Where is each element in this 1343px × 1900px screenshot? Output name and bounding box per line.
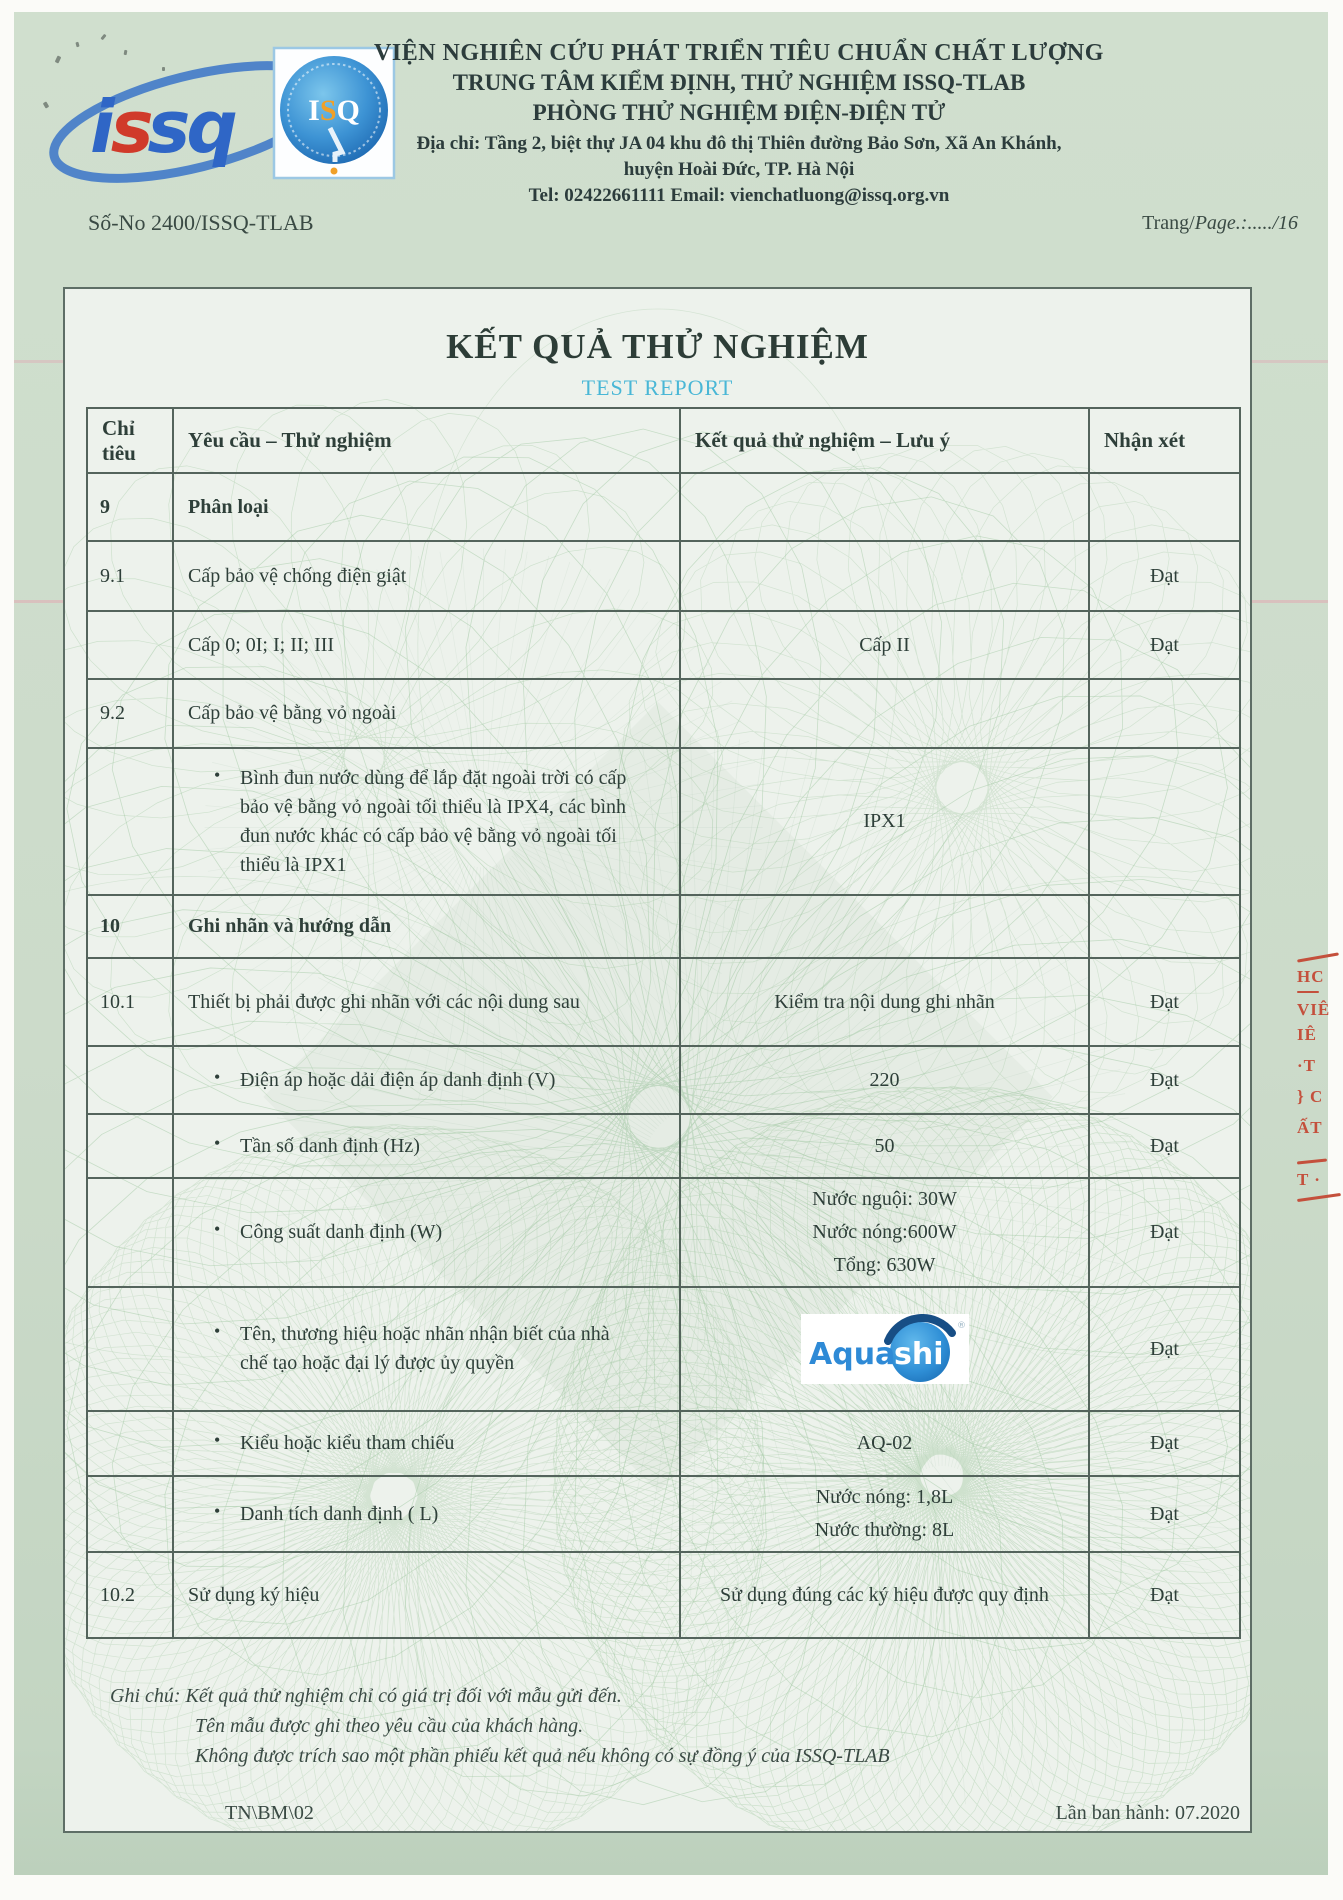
row-id xyxy=(87,1178,173,1287)
svg-text:Aqua: Aqua xyxy=(808,1337,895,1372)
result-cell: 220 xyxy=(680,1046,1089,1114)
table-row xyxy=(87,958,1240,1046)
table-row xyxy=(87,895,1240,958)
row-id xyxy=(87,1287,173,1411)
remark-cell: Đạt xyxy=(1089,541,1240,611)
table-row xyxy=(87,473,1240,541)
remark-cell xyxy=(1089,679,1240,748)
remark-cell: Đạt xyxy=(1089,1552,1240,1638)
table-row xyxy=(87,1287,1240,1411)
registered-mark: ® xyxy=(956,1321,966,1331)
result-cell: Sử dụng đúng các ký hiệu được quy định xyxy=(680,1552,1089,1638)
bullet-icon: • xyxy=(214,764,221,785)
table-row xyxy=(87,1178,1240,1287)
requirement-cell: Sử dụng ký hiệu xyxy=(173,1552,680,1638)
requirement-cell: • Công suất danh định (W) xyxy=(173,1178,680,1287)
requirement-cell: Cấp bảo vệ chống điện giật xyxy=(173,541,680,611)
remark-cell: Đạt xyxy=(1089,1411,1240,1476)
table-row xyxy=(87,541,1240,611)
col-header-chi-tieu: Chỉ tiêu xyxy=(87,408,173,473)
svg-text:shi: shi xyxy=(893,1337,943,1372)
row-id: 10.1 xyxy=(87,958,173,1046)
col-header-nhan-xet: Nhận xét xyxy=(1089,408,1240,473)
issq-wordmark: issq xyxy=(90,85,238,169)
org-name-line2: TRUNG TÂM KIỂM ĐỊNH, THỬ NGHIỆM ISSQ-TLAB xyxy=(452,70,1026,95)
org-contact: Tel: 02422661111 Email: vienchatluong@issq.org.vn xyxy=(528,185,950,206)
aquashi-brand-logo xyxy=(801,1314,969,1384)
requirement-cell: Cấp bảo vệ bằng vỏ ngoài xyxy=(173,679,680,748)
row-id xyxy=(87,1114,173,1178)
col-header-yeu-cau: Yêu cầu – Thử nghiệm xyxy=(173,408,680,473)
row-id xyxy=(87,1476,173,1552)
remark-cell: Đạt xyxy=(1089,1046,1240,1114)
report-subtitle: TEST REPORT xyxy=(581,375,734,400)
result-cell xyxy=(680,895,1089,958)
document-number: Số-No 2400/ISSQ-TLAB xyxy=(88,210,314,235)
note-line1: Ghi chú: Kết quả thử nghiệm chỉ có giá trị đối với mẫu gửi đến. xyxy=(110,1685,622,1707)
org-name-line3: PHÒNG THỬ NGHIỆM ĐIỆN-ĐIỆN TỬ xyxy=(532,100,946,125)
remark-cell: Đạt xyxy=(1089,1287,1240,1411)
result-cell xyxy=(680,679,1089,748)
remark-cell: Đạt xyxy=(1089,1476,1240,1552)
table-row xyxy=(87,748,1240,895)
requirement-cell: • Tên, thương hiệu hoặc nhãn nhận biết của nhà chế tạo hoặc đại lý được ủy quyền xyxy=(173,1287,680,1411)
remark-cell: Đạt xyxy=(1089,611,1240,679)
org-address-line2: huyện Hoài Đức, TP. Hà Nội xyxy=(623,159,855,180)
row-id xyxy=(87,748,173,895)
org-name-line1: VIỆN NGHIÊN CỨU PHÁT TRIỂN TIÊU CHUẨN CHẤT LƯỢNG xyxy=(374,40,1104,66)
requirement-cell: • Tần số danh định (Hz) xyxy=(173,1114,680,1178)
report-title: KẾT QUẢ THỬ NGHIỆM xyxy=(446,327,869,366)
row-id xyxy=(87,1411,173,1476)
result-cell: AQ-02 xyxy=(680,1411,1089,1476)
result-cell: Cấp II xyxy=(680,611,1089,679)
note-line3: Không được trích sao một phần phiếu kết quả nếu không có sự đồng ý của ISSQ-TLAB xyxy=(195,1745,890,1767)
requirement-cell: • Điện áp hoặc dải điện áp danh định (V) xyxy=(173,1046,680,1114)
org-address-line1: Địa chỉ: Tầng 2, biệt thự JA 04 khu đô thị Thiên đường Bảo Sơn, Xã An Khánh, xyxy=(416,133,1062,154)
table-row xyxy=(87,1476,1240,1552)
table-row xyxy=(87,1046,1240,1114)
isq-badge-text: ISQ xyxy=(308,94,360,127)
requirement-cell: Cấp 0; 0I; I; II; III xyxy=(173,611,680,679)
remark-cell xyxy=(1089,473,1240,541)
bullet-icon: • xyxy=(214,1500,221,1521)
form-code: TN\BM\02 xyxy=(225,1802,314,1824)
requirement-cell: Ghi nhãn và hướng dẫn xyxy=(173,895,680,958)
result-cell: Nước nguội: 30W Nước nóng:600W Tổng: 630W xyxy=(680,1178,1089,1287)
bullet-icon: • xyxy=(214,1321,221,1341)
row-id: 9.2 xyxy=(87,679,173,748)
table-row xyxy=(87,1411,1240,1476)
scanned-page xyxy=(14,12,1331,1875)
col-header-ket-qua: Kết quả thử nghiệm – Lưu ý xyxy=(680,408,1089,473)
result-cell: Nước nóng: 1,8L Nước thường: 8L xyxy=(680,1476,1089,1552)
row-id: 10.2 xyxy=(87,1552,173,1638)
result-cell: 50 xyxy=(680,1114,1089,1178)
row-id xyxy=(87,1046,173,1114)
red-stamp-fragment: HC VIÊ IÊ ·T } C ẤT T · xyxy=(1297,956,1343,1199)
result-cell xyxy=(680,473,1089,541)
test-result-table xyxy=(86,407,1241,1639)
bullet-icon: • xyxy=(214,1219,221,1239)
bullet-icon: • xyxy=(214,1430,221,1450)
remark-cell: Đạt xyxy=(1089,1178,1240,1287)
table-row xyxy=(87,1114,1240,1178)
remark-cell: Đạt xyxy=(1089,958,1240,1046)
result-cell: Kiểm tra nội dung ghi nhãn xyxy=(680,958,1089,1046)
table-header-row xyxy=(87,408,1240,473)
requirement-cell: Phân loại xyxy=(173,473,680,541)
row-id xyxy=(87,611,173,679)
remark-cell: Đạt xyxy=(1089,1114,1240,1178)
page-reference: Trang/Page.:...../16 xyxy=(1142,212,1298,234)
result-cell xyxy=(680,1287,1089,1411)
report-frame xyxy=(63,287,1252,1833)
table-row xyxy=(87,679,1240,748)
remark-cell xyxy=(1089,895,1240,958)
row-id: 9 xyxy=(87,473,173,541)
remark-cell xyxy=(1089,748,1240,895)
table-row xyxy=(87,611,1240,679)
bullet-icon: • xyxy=(214,1132,221,1153)
table-row xyxy=(87,1552,1240,1638)
footnotes xyxy=(110,1681,890,1771)
requirement-cell: Thiết bị phải được ghi nhãn với các nội dung sau xyxy=(173,958,680,1046)
requirement-cell: • Bình đun nước dùng để lắp đặt ngoài trời có cấp bảo vệ bằng vỏ ngoài tối thiểu là IPX4, các bình đun nước khác có cấp bảo vệ bằng vỏ ngoài tối thiểu là IPX1 xyxy=(173,748,680,895)
requirement-cell: • Danh tích danh định ( L) xyxy=(173,1476,680,1552)
issq-logo xyxy=(42,30,402,190)
note-line2: Tên mẫu được ghi theo yêu cầu của khách hàng. xyxy=(195,1715,584,1737)
result-cell: IPX1 xyxy=(680,748,1089,895)
bullet-icon: • xyxy=(214,1066,221,1087)
row-id: 10 xyxy=(87,895,173,958)
row-id: 9.1 xyxy=(87,541,173,611)
requirement-cell: • Kiểu hoặc kiểu tham chiếu xyxy=(173,1411,680,1476)
result-cell xyxy=(680,541,1089,611)
org-header xyxy=(369,38,1109,209)
issue-date: Lần ban hành: 07.2020 xyxy=(1055,1802,1240,1824)
